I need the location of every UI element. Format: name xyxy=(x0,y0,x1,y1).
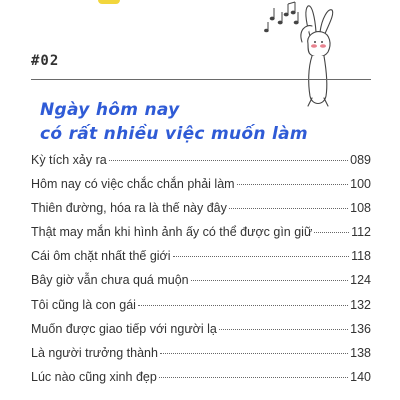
toc-entry-title: Cái ôm chặt nhất thế giới xyxy=(31,249,171,264)
section-number: #02 xyxy=(31,53,60,69)
toc-entry-title: Kỳ tích xảy ra xyxy=(31,153,107,167)
toc-entry-page: 140 xyxy=(350,369,371,384)
table-of-contents xyxy=(31,153,371,394)
toc-entry-title: Hôm nay có việc chắc chắn phải làm xyxy=(31,177,235,192)
toc-entry-title: Thiên đường, hóa ra là thế này đây xyxy=(31,201,227,216)
toc-entry[interactable] xyxy=(31,370,371,394)
toc-entry-page: 118 xyxy=(351,249,371,264)
blush-icon xyxy=(320,44,326,48)
section-title-line-1: Ngày hôm nay xyxy=(40,100,180,120)
toc-entry[interactable] xyxy=(31,225,371,249)
toc-entry-page: 132 xyxy=(350,297,371,312)
toc-entry-page: 100 xyxy=(350,177,371,192)
toc-entry-title: Muốn được giao tiếp với người lạ xyxy=(31,321,217,336)
music-notes-icon xyxy=(265,2,299,32)
dot-leader xyxy=(109,160,348,161)
toc-entry-title: Tôi cũng là con gái xyxy=(31,297,136,312)
dot-leader xyxy=(191,280,349,281)
dot-leader xyxy=(229,208,348,209)
toc-entry[interactable] xyxy=(31,322,371,346)
toc-entry-page: 089 xyxy=(350,153,371,167)
rabbit-icon xyxy=(301,6,333,106)
toc-entry-title: Lúc nào cũng xinh đẹp xyxy=(31,369,157,384)
toc-entry-page: 112 xyxy=(351,225,371,240)
toc-entry[interactable] xyxy=(31,177,371,201)
toc-entry[interactable] xyxy=(31,153,371,177)
dot-leader xyxy=(219,329,348,330)
toc-entry-page: 136 xyxy=(350,321,371,336)
blush-icon xyxy=(311,44,317,48)
dot-leader xyxy=(173,256,350,257)
toc-entry-page: 108 xyxy=(350,201,371,216)
toc-entry[interactable] xyxy=(31,201,371,225)
toc-entry-title: Là người trưởng thành xyxy=(31,345,158,360)
corner-tab-mark xyxy=(98,0,120,4)
section-title-line-2: có rất nhiều việc muốn làm xyxy=(40,124,308,144)
toc-entry[interactable] xyxy=(31,298,371,322)
toc-entry-title: Thật may mắn khi hình ảnh ấy có thể được gìn giữ xyxy=(31,225,313,240)
toc-entry[interactable] xyxy=(31,346,371,370)
section-divider xyxy=(31,79,371,80)
toc-entry[interactable] xyxy=(31,273,371,297)
dot-leader xyxy=(138,305,348,306)
toc-entry-page: 138 xyxy=(350,345,371,360)
dot-leader xyxy=(237,184,349,185)
toc-entry-page: 124 xyxy=(350,273,371,288)
dot-leader xyxy=(160,353,348,354)
dot-leader xyxy=(314,232,349,233)
section-title xyxy=(40,98,308,146)
dot-leader xyxy=(159,377,348,378)
toc-entry-title: Bây giờ vẫn chưa quá muộn xyxy=(31,273,189,288)
toc-entry[interactable] xyxy=(31,249,371,273)
